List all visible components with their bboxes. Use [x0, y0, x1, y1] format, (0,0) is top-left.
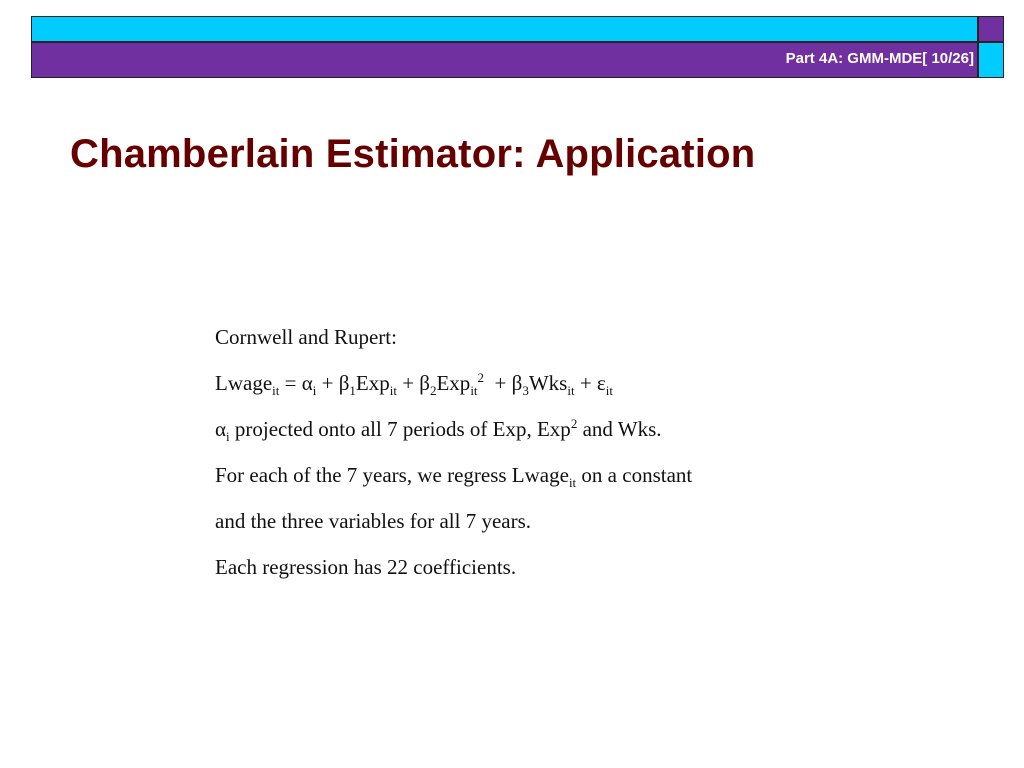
body-line-projection: $\alpha_i$ projected onto all 7 periods of Exp, Exp$^2$ and Wks. — [215, 416, 662, 444]
body-line-equation: Lwage$_{it}$ = $\alpha_i + \beta_1Exp_{it} + \beta_2Exp_{it}^2 + \beta_3Wks_{it} + \varepsilon_{it}$ — [215, 370, 613, 398]
body-line-source: Cornwell and Rupert: — [215, 325, 397, 349]
header-corner-square-bottom — [978, 42, 1004, 78]
slide-section-label: Part 4A: GMM-MDE[ 10/26] — [785, 50, 974, 67]
body-line-coefficients: Each regression has 22 coefficients. — [215, 555, 517, 579]
header-corner-square-top — [978, 16, 1004, 42]
body-line-variables: and the three variables for all 7 years. — [215, 509, 532, 533]
slide-body — [215, 314, 935, 590]
body-line-regression: For each of the 7 years, we regress Lwage$_{it}$ on a constant — [215, 463, 693, 490]
header-bar-top — [31, 16, 978, 42]
slide-title: Chamberlain Estimator: Application — [70, 132, 756, 176]
